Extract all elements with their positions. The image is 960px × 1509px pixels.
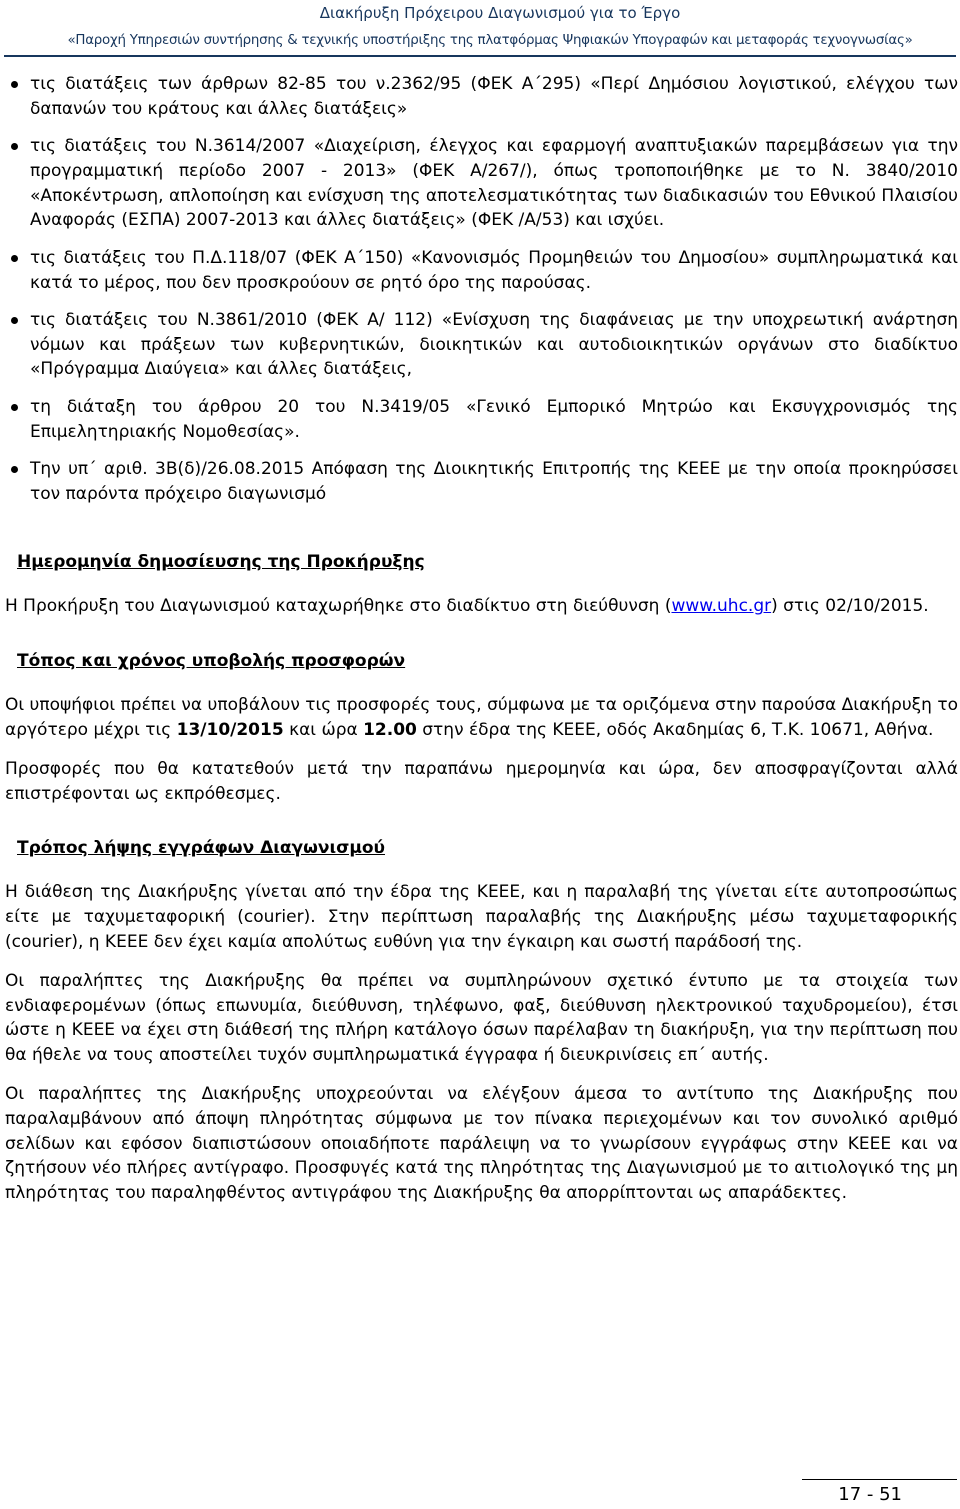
header-divider	[4, 55, 956, 57]
list-item: τις διατάξεις του Π.Δ.118/07 (ΦΕΚ Α΄150) «Κανονισμός Προμηθειών του Δημοσίου» συμπληρωματικά και κατά το μέρος, που δεν προσκρούουν σε ρητό όρο της παρούσας.	[5, 246, 958, 296]
list-item: τις διατάξεις του Ν.3861/2010 (ΦΕΚ Α/ 112) «Ενίσχυση της διαφάνειας με την υποχρεωτική ανάρτηση νόμων και πράξεων των κυβερνητικών, διοικητικών και αυτοδιοικητικών οργάνων στο διαδίκτυο «Πρόγραμμα Διαύγεια» και άλλες διατάξεις,	[5, 308, 958, 382]
bullet-icon	[11, 317, 18, 324]
submission-heading: Τόπος και χρόνος υποβολής προσφορών	[17, 651, 406, 672]
deadline-date: 13/10/2015	[176, 720, 284, 741]
list-item: τις διατάξεις των άρθρων 82-85 του ν.2362/95 (ΦΕΚ Α΄295) «Περί Δημόσιου λογιστικού, ελέγχου των δαπανών του κράτους και άλλες διατάξεις»	[5, 72, 958, 122]
documents-paragraph-2: Οι παραλήπτες της Διακήρυξης θα πρέπει να συμπληρώνουν σχετικό έντυπο με τα στοιχεία των ενδιαφερομένων (όπως επωνυμία, διεύθυνση, τηλέφωνο, φαξ, διεύθυνση ηλεκτρονικού ταχυδρομείου), έτσι ώστε η ΚΕΕΕ να έχει στη διάθεσή της πλήρη κατάλογο όσων παρέλαβαν τη διακήρυξη, για την περίπτωση που θα ήθελε να τους αποστείλει τυχόν συμπληρωματικά έγγραφα ή διευκρινίσεις επ΄ αυτής.	[5, 970, 958, 1066]
submission-paragraph: Οι υποψήφιοι πρέπει να υποβάλουν τις προσφορές τους, σύμφωνα με τα οριζόμενα στην παρούσα Διακήρυξη το αργότερο μέχρι τις 13/10/2015 και ώρα 12.00 στην έδρα της ΚΕΕΕ, οδός Ακαδημίας 6, Τ.Κ. 10671, Αθήνα.	[5, 695, 958, 741]
documents-paragraph-3: Οι παραλήπτες της Διακήρυξης υποχρεούνται να ελέγξουν άμεσα το αντίτυπο της Διακήρυξης που παραλαμβάνουν από άποψη πληρότητας σύμφωνα με τον πίνακα περιεχομένων και τον συνολικό αριθμό σελίδων και εφόσον διαπιστώσουν οποιαδήποτε παράλειψη να το γνωρίσουν εγγράφως στην ΚΕΕΕ και να ζητήσουν νέο πλήρες αντίγραφο. Προσφυγές κατά της πληρότητας της Διαγωνισμού με το αιτιολογικό της μη πληρότητας του παραληφθέντος αντιγράφου της Διακήρυξης θα απορρίπτονται ως απαράδεκτες.	[5, 1084, 958, 1204]
document-body	[5, 72, 958, 1220]
uhc-website-link[interactable]: www.uhc.gr	[671, 596, 772, 617]
bullet-icon	[11, 404, 18, 411]
publication-heading: Ημερομηνία δημοσίευσης της Προκήρυξης	[17, 552, 425, 573]
legal-basis-list	[5, 72, 958, 506]
bullet-icon	[11, 255, 18, 262]
footer-divider	[802, 1479, 957, 1480]
bullet-icon	[11, 466, 18, 473]
bullet-icon	[11, 143, 18, 150]
header-subtitle: «Παροχή Υπηρεσιών συντήρησης & τεχνικής υποστήριξης της πλατφόρμας Ψηφιακών Υπογραφών και μεταφοράς τεχνογνωσίας»	[67, 33, 913, 48]
page-number: 17 - 51	[838, 1484, 902, 1505]
list-item: τη διάταξη του άρθρου 20 του Ν.3419/05 «Γενικό Εμπορικό Μητρώο και Εκσυγχρονισμός της Επιμελητηριακής Νομοθεσίας».	[5, 395, 958, 445]
list-item: τις διατάξεις του Ν.3614/2007 «Διαχείριση, έλεγχος και εφαρμογή αναπτυξιακών παρεμβάσεων για την προγραμματική περίοδο 2007 - 2013» (ΦΕΚ Α/267/), όπως τροποποιήθηκε με το Ν. 3840/2010 «Αποκέντρωση, απλοποίηση και ενίσχυση της αποτελεσματικότητας των διαδικασιών του Εθνικού Πλαισίου Αναφοράς (ΕΣΠΑ) 2007-2013 και άλλες διατάξεις» (ΦΕΚ /Α/53) και ισχύει.	[5, 134, 958, 233]
header-title: Διακήρυξη Πρόχειρου Διαγωνισμού για το Έργο	[319, 4, 681, 22]
documents-heading: Τρόπος λήψης εγγράφων Διαγωνισμού	[17, 838, 385, 859]
documents-paragraph-1: Η διάθεση της Διακήρυξης γίνεται από την έδρα της ΚΕΕΕ, και η παραλαβή της γίνεται είτε αυτοπροσώπως είτε με ταχυμεταφορική (courier). Στην περίπτωση παραλαβής της Διακήρυξης μέσω ταχυμεταφορικής (courier), η ΚΕΕΕ δεν έχει καμία απολύτως ευθύνη για την έγκαιρη και σωστή παράδοσή της.	[5, 882, 958, 953]
list-item: Την υπ΄ αριθ. 3Β(δ)/26.08.2015 Απόφαση της Διοικητικής Επιτροπής της ΚΕΕΕ με την οποία προκηρύσσει τον παρόντα πρόχειρο διαγωνισμό	[5, 457, 958, 507]
deadline-time: 12.00	[363, 720, 417, 741]
bullet-icon	[11, 81, 18, 88]
publication-paragraph: Η Προκήρυξη του Διαγωνισμού καταχωρήθηκε στο διαδίκτυο στη διεύθυνση (www.uhc.gr) στις 02/10/2015.	[5, 596, 929, 617]
late-offers-paragraph: Προσφορές που θα κατατεθούν μετά την παραπάνω ημερομηνία και ώρα, δεν αποσφραγίζονται αλλά επιστρέφονται ως εκπρόθεσμες.	[5, 758, 958, 804]
